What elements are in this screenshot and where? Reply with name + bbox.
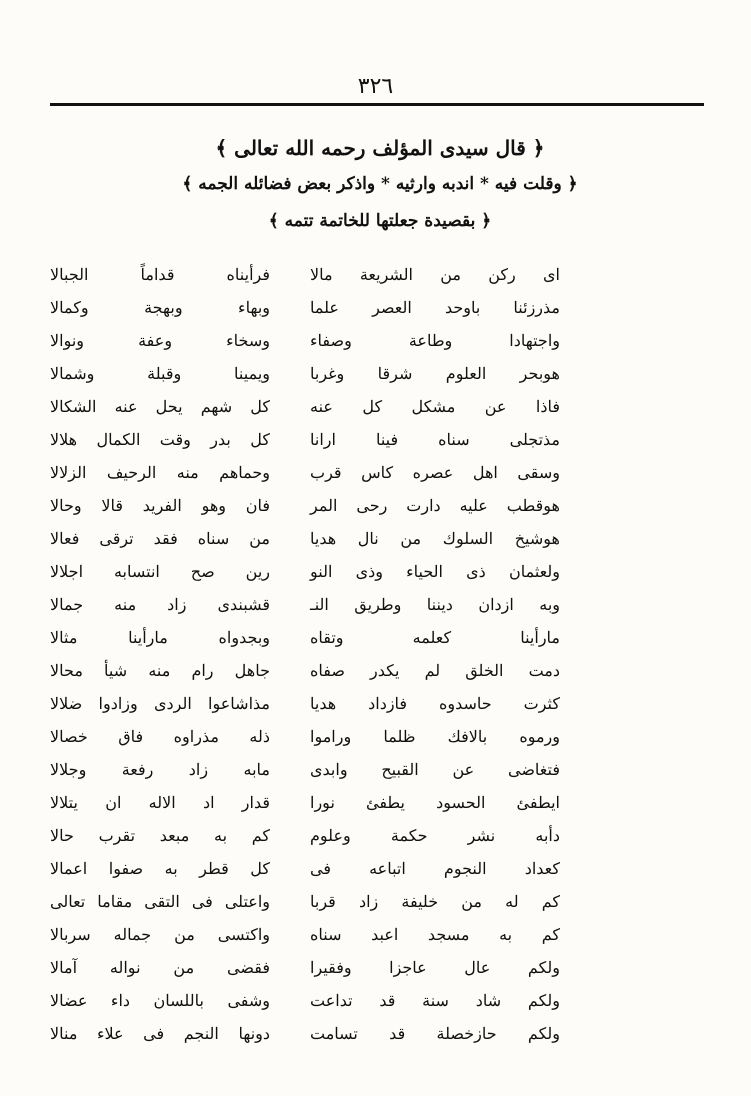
verse-second-hemistich: رين صح انتسابه اجلالا: [50, 562, 270, 581]
verse: [50, 786, 560, 820]
verse-second-hemistich: دونها النجم فى علاء منالا: [50, 1024, 270, 1043]
verse-first-hemistich: اى ركن من الشريعة مالا: [310, 265, 560, 284]
heading-line-1: ﴿ قال سيدى المؤلف رحمه الله تعالى ﴾: [215, 136, 545, 160]
verse-first-hemistich: فاذا عن مشكل كل عنه: [310, 397, 560, 416]
verse-second-hemistich: مذاشاعوا الردى وزادوا ضلالا: [50, 694, 270, 713]
header-rule: [50, 103, 704, 106]
verse: [50, 291, 560, 325]
verse-first-hemistich: هوقطب عليه دارت رحى المر: [310, 496, 560, 515]
verse-second-hemistich: كم به مبعد تقرب حالا: [50, 826, 270, 845]
verse-first-hemistich: دأبه نشر حكمة وعلوم: [310, 826, 560, 845]
verse: [50, 852, 560, 886]
heading-line-3: ﴿ بقصيدة جعلتها للخاتمة تتمه ﴾: [268, 211, 492, 231]
verse-first-hemistich: كثرت حاسدوه فازداد هديا: [310, 694, 560, 713]
verse-first-hemistich: وسقى اهل عصره كاس قرب: [310, 463, 560, 482]
verse-second-hemistich: جاهل رام منه شيأ محالا: [50, 661, 270, 680]
verse-first-hemistich: كعداد النجوم اتباعه فى: [310, 859, 560, 878]
verse-first-hemistich: مذتجلى سناه فينا ارانا: [310, 430, 560, 449]
verse-first-hemistich: كم به مسجد اعبد سناه: [310, 925, 560, 944]
page-number: ٣٢٦: [357, 74, 394, 99]
verse: [50, 555, 560, 589]
verse: [50, 258, 560, 292]
verse-second-hemistich: قشبندى زاد منه جمالا: [50, 595, 270, 614]
verse-first-hemistich: فتغاضى عن القبيح وابدى: [310, 760, 560, 779]
verse: [50, 390, 560, 424]
verse-second-hemistich: كل بدر وقت الكمال هلالا: [50, 430, 270, 449]
verse-second-hemistich: واكتسى من جماله سربالا: [50, 925, 270, 944]
verse: [50, 720, 560, 754]
verse: [50, 456, 560, 490]
verse-second-hemistich: وسخاء وعفة ونوالا: [50, 331, 270, 350]
verse: [50, 522, 560, 556]
verse-second-hemistich: وشفى باللسان داء عضالا: [50, 991, 270, 1010]
verse-first-hemistich: ولكم حازخصلة قد تسامت: [310, 1024, 560, 1043]
verse-first-hemistich: ولكم شاد سنة قد تداعت: [310, 991, 560, 1010]
verse-second-hemistich: مابه زاد رفعة وجلالا: [50, 760, 270, 779]
verse-second-hemistich: كل شهم يحل عنه الشكالا: [50, 397, 270, 416]
verse: [50, 588, 560, 622]
verse: [50, 654, 560, 688]
verse-first-hemistich: ورموه بالافك ظلما وراموا: [310, 727, 560, 746]
verse: [50, 1017, 560, 1051]
verse-second-hemistich: وبهاء وبهجة وكمالا: [50, 298, 270, 317]
verse-second-hemistich: كل قطر به صفوا اعمالا: [50, 859, 270, 878]
heading-line-2: ﴿ وقلت فيه * اندبه وارثيه * واذكر بعض فضائله الجمه ﴾: [182, 174, 578, 194]
verse-second-hemistich: فرأيناه قداماً الجبالا: [50, 265, 270, 284]
verse: [50, 621, 560, 655]
verse: [50, 357, 560, 391]
verse-second-hemistich: واعتلى فى التقى مقاما تعالى: [50, 892, 270, 911]
verse-first-hemistich: مارأينا كعلمه وتقاه: [310, 628, 560, 647]
verse-second-hemistich: من سناه فقد ترقى فعالا: [50, 529, 270, 548]
verse-first-hemistich: ولعثمان ذى الحياء وذى النو: [310, 562, 560, 581]
verse-first-hemistich: هوبحر العلوم شرقا وغربا: [310, 364, 560, 383]
poem: [50, 258, 560, 1048]
verse: [50, 753, 560, 787]
verse: [50, 819, 560, 853]
verse-first-hemistich: كم له من خليفة زاد قربا: [310, 892, 560, 911]
verse-second-hemistich: فقضى من نواله آمالا: [50, 958, 270, 977]
verse: [50, 423, 560, 457]
verse: [50, 489, 560, 523]
verse: [50, 687, 560, 721]
verse-first-hemistich: واجتهادا وطاعة وصفاء: [310, 331, 560, 350]
verse-first-hemistich: ايطفئ الحسود يطفئ نورا: [310, 793, 560, 812]
verse-first-hemistich: وبه ازدان ديننا وطريق النـ: [310, 595, 560, 614]
verse-second-hemistich: قدار اد الاله ان يتلالا: [50, 793, 270, 812]
verse: [50, 918, 560, 952]
verse-second-hemistich: وبجدواه مارأينا مثالا: [50, 628, 270, 647]
verse: [50, 324, 560, 358]
verse-first-hemistich: هوشيخ السلوك من نال هديا: [310, 529, 560, 548]
verse-first-hemistich: دمت الخلق لم يكدر صفاه: [310, 661, 560, 680]
verse-second-hemistich: وحماهم منه الرحيف الزلالا: [50, 463, 270, 482]
verse-first-hemistich: مذرزئنا باوحد العصر علما: [310, 298, 560, 317]
verse-second-hemistich: ذله مذراوه فاق خصالا: [50, 727, 270, 746]
verse-first-hemistich: ولكم عال عاجزا وفقيرا: [310, 958, 560, 977]
verse: [50, 984, 560, 1018]
verse: [50, 885, 560, 919]
verse-second-hemistich: فان وهو الفريد قالا وحالا: [50, 496, 270, 515]
verse-second-hemistich: ويمينا وقبلة وشمالا: [50, 364, 270, 383]
verse: [50, 951, 560, 985]
